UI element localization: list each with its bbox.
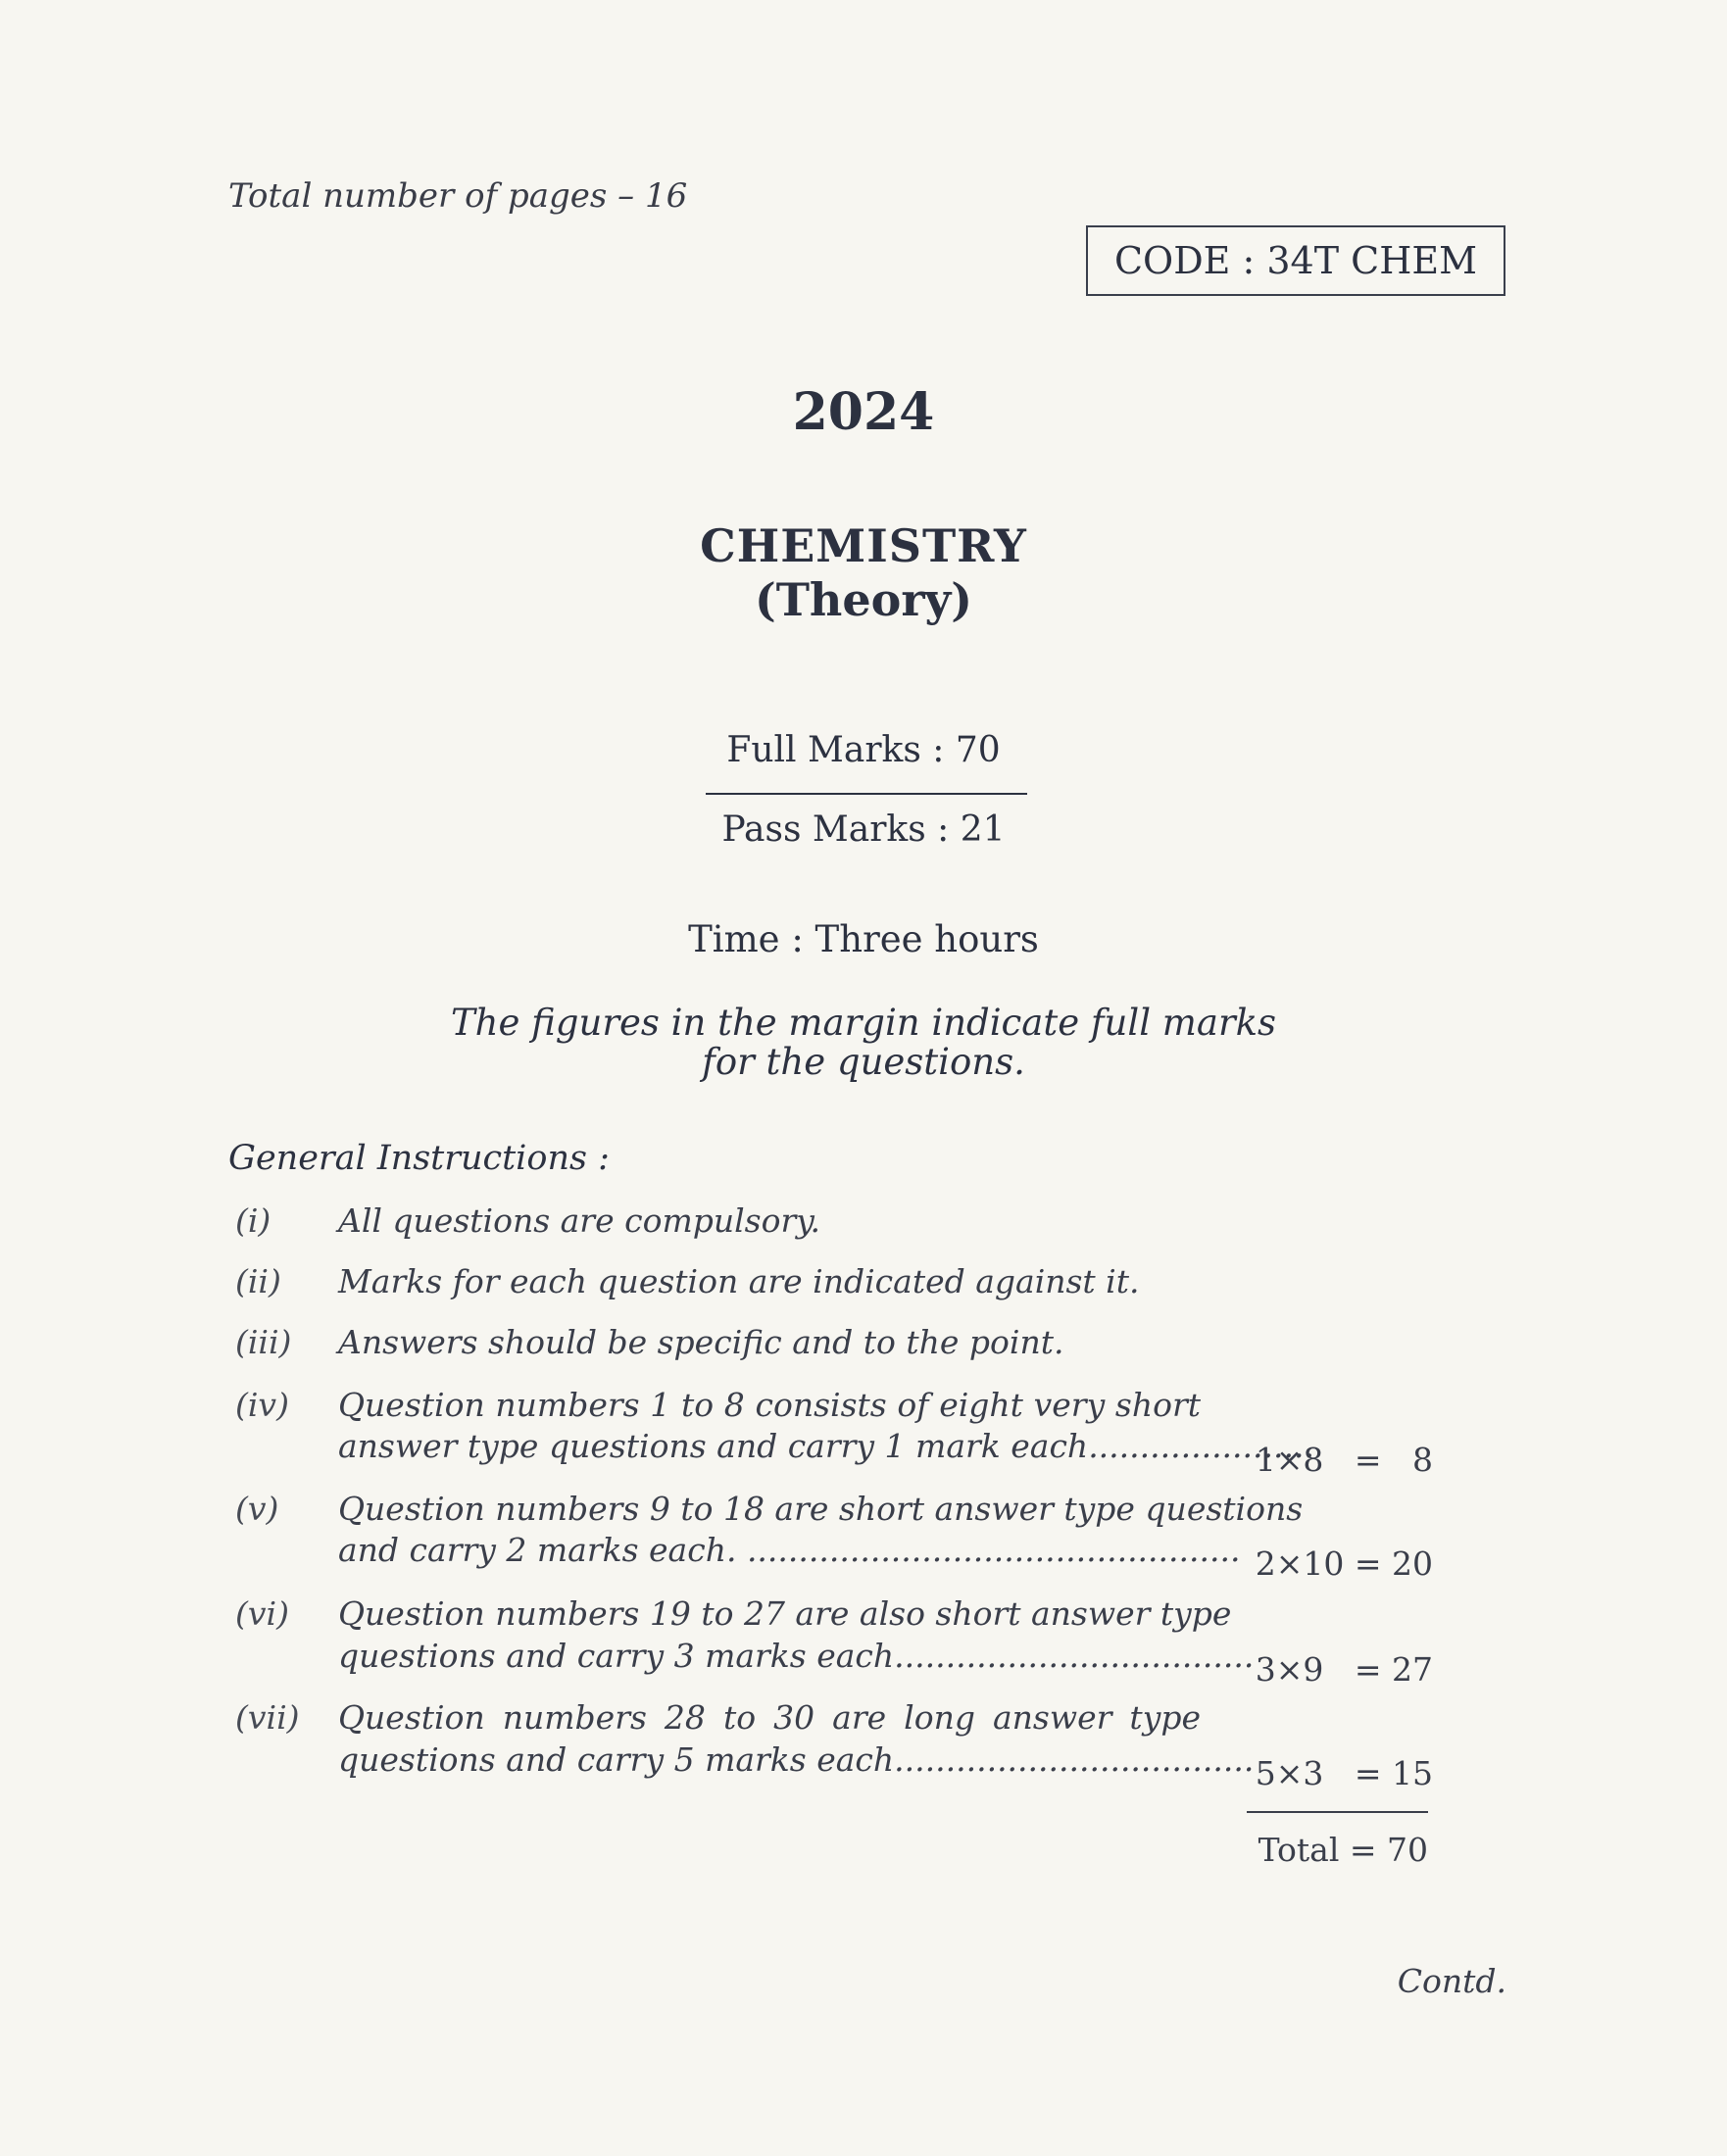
instruction-text: questions and carry 5 marks each................................... (338, 1740, 1255, 1779)
instruction-text: answer type questions and carry 1 mark each...................... (338, 1427, 1314, 1465)
instruction-text: Question numbers 19 to 27 are also short answer type (338, 1594, 1232, 1633)
total-pages-note: Total number of pages – 16 (228, 176, 688, 216)
instruction-number: (vii) (235, 1698, 300, 1737)
time-allowed: Time : Three hours (688, 918, 1039, 960)
instruction-text: Answers should be specific and to the point. (338, 1323, 1064, 1361)
instructions-heading: General Instructions : (228, 1139, 610, 1178)
margin-note-line-1: The figures in the margin indicate full marks (450, 1002, 1277, 1044)
pass-marks: Pass Marks : 21 (721, 809, 1006, 850)
instruction-text: and carry 2 marks each. ................................................ (338, 1531, 1241, 1569)
instruction-text: Question numbers 28 to 30 are long answer type (338, 1698, 1201, 1737)
instruction-marks: 2×10 = 20 (1255, 1544, 1433, 1583)
instruction-text: Marks for each question are indicated against it. (338, 1262, 1140, 1300)
instruction-number: (ii) (235, 1262, 281, 1300)
instruction-text: All questions are compulsory. (338, 1201, 821, 1240)
exam-year: 2024 (792, 382, 935, 442)
instruction-number: (iii) (235, 1323, 292, 1361)
paper-code: CODE : 34T CHEM (1113, 239, 1478, 282)
instruction-text: Question numbers 1 to 8 consists of eight very short (338, 1386, 1201, 1424)
paper-code-box (1086, 225, 1505, 296)
instruction-marks: 1×8 = 8 (1255, 1441, 1433, 1479)
margin-note-line-2: for the questions. (702, 1041, 1025, 1083)
paper-type: (Theory) (754, 573, 973, 626)
instruction-marks: 3×9 = 27 (1255, 1650, 1433, 1689)
instruction-marks: 5×3 = 15 (1255, 1754, 1433, 1792)
marks-total: Total = 70 (1258, 1831, 1428, 1869)
instruction-text: questions and carry 3 marks each................................... (338, 1637, 1255, 1675)
instruction-number: (vi) (235, 1594, 289, 1633)
full-marks: Full Marks : 70 (726, 730, 1001, 770)
instruction-number: (iv) (235, 1386, 289, 1424)
instruction-text: Question numbers 9 to 18 are short answer type questions (338, 1490, 1304, 1528)
instruction-number: (i) (235, 1201, 271, 1240)
continued-note: Contd. (1397, 1962, 1506, 2000)
total-divider (1247, 1811, 1428, 1813)
instruction-number: (v) (235, 1490, 279, 1528)
subject-title: CHEMISTRY (700, 519, 1027, 572)
marks-divider (706, 793, 1027, 795)
